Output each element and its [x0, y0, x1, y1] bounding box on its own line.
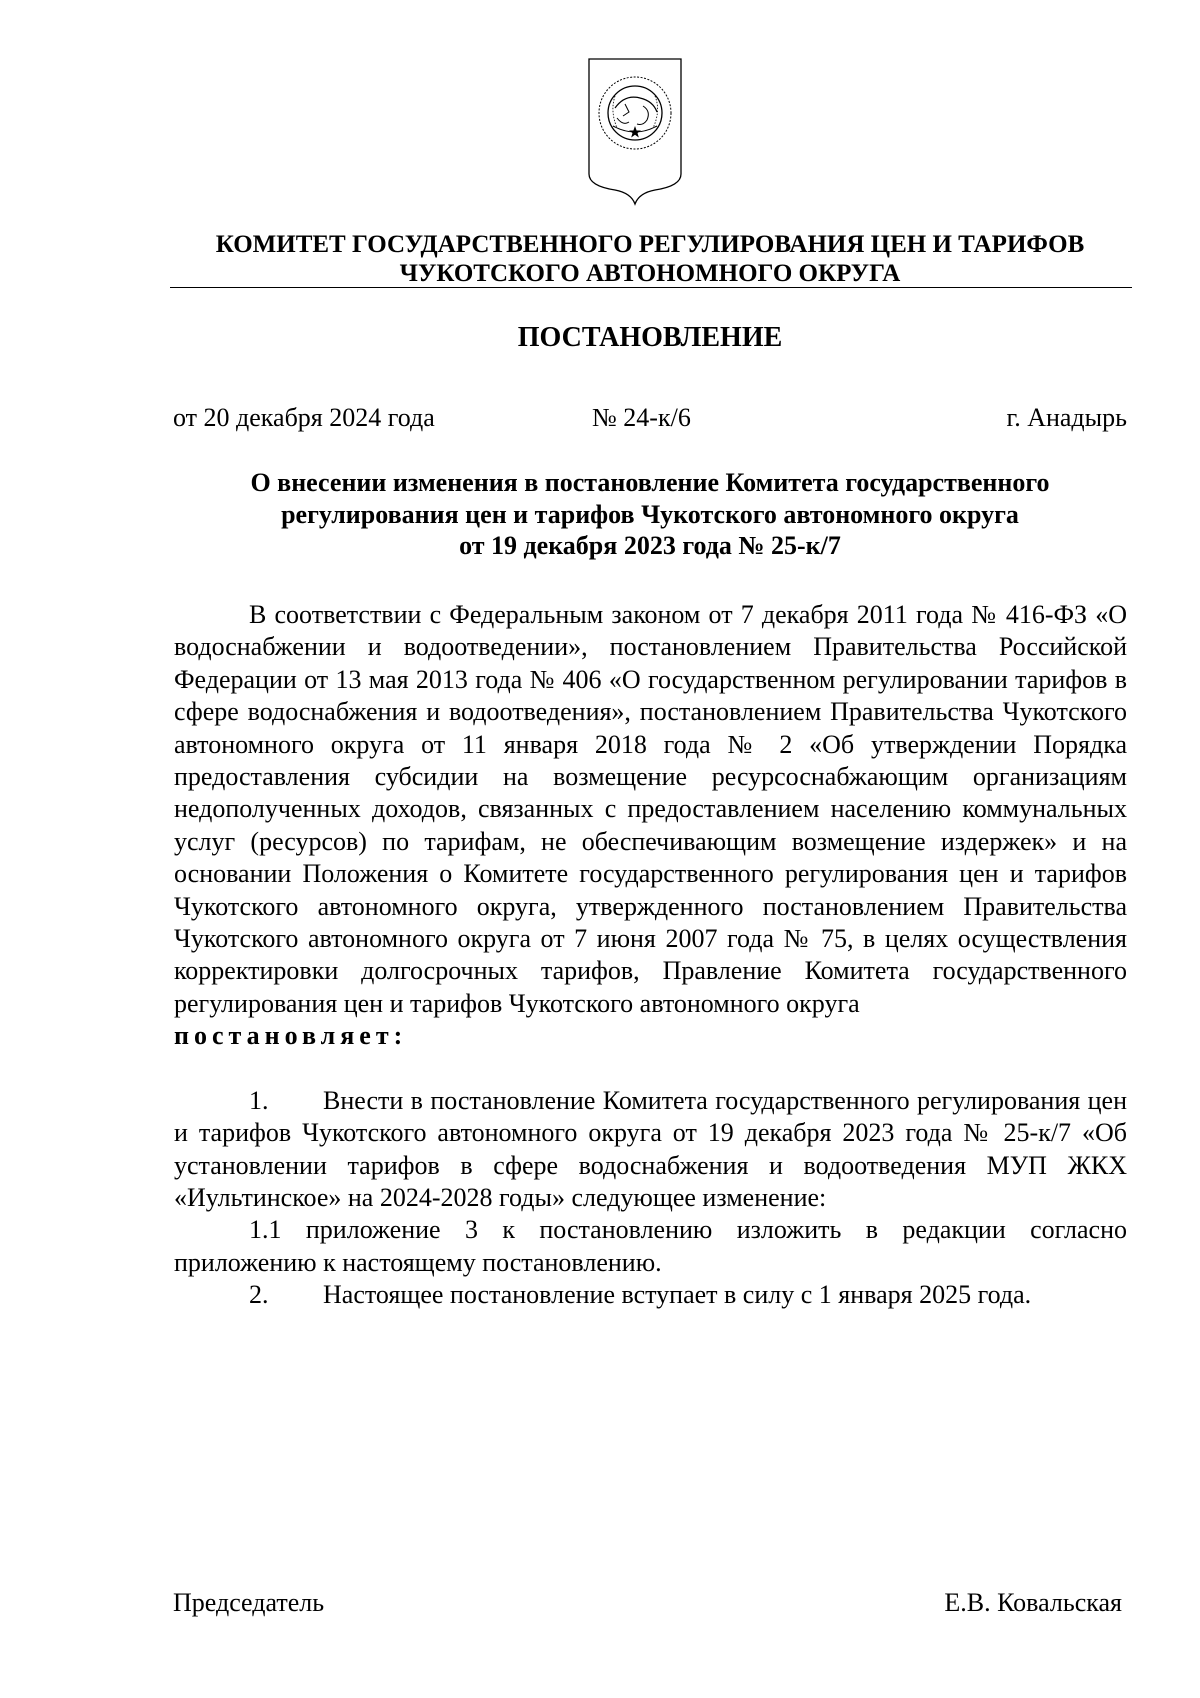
signatory-position: Председатель: [173, 1588, 325, 1617]
document-number: № 24-к/6: [592, 403, 691, 432]
document-body: [174, 599, 1127, 1312]
organization-name-line2: ЧУКОТСКОГО АВТОНОМНОГО ОКРУГА: [399, 260, 901, 287]
subject-line2: регулирования цен и тарифов Чукотского автономного округа: [281, 499, 1019, 529]
item-1-text: Внести в постановление Комитета государственного регулирования цен и тарифов Чукотского автономного округа от 19 декабря 2023 года № 25-к/7 «Об установлении тарифов в сфере водоснабжения и водоотведения МУП ЖКХ «Иультинское» на 2024-2028 годы» следующее изменение:: [174, 1085, 1127, 1212]
signatory-name: Е.В. Ковальская: [944, 1588, 1122, 1617]
item-1-paragraph: [174, 1085, 1127, 1215]
item-2-number: 2.: [249, 1280, 269, 1310]
document-type: ПОСТАНОВЛЕНИЕ: [517, 322, 783, 353]
document-subject: [170, 467, 1130, 562]
item-2-paragraph: [174, 1279, 1127, 1311]
item-2-text: Настоящее постановление вступает в силу с 1 января 2025 года.: [323, 1280, 1032, 1310]
item-1-1-paragraph: 1.1 приложение 3 к постановлению изложить в редакции согласно приложению к настоящему постановлению.: [174, 1215, 1127, 1277]
preamble-paragraph: В соответствии с Федеральным законом от 7 декабря 2011 года № 416-ФЗ «О водоснабжении и водоотведении», постановлением Правительства Российской Федерации от 13 мая 2013 года № 406 «О государственном регулировании тарифов в сфере водоснабжения и водоотведения», постановлением Правительства Чукотского автономного округа от 11 января 2018 года № 2 «Об утверждении Порядка предоставления субсидии на возмещение ресурсоснабжающим организациям недополученных доходов, связанных с предоставлением населению коммунальных услуг (ресурсов) по тарифам, не обеспечивающим возмещение издержек» и на основании Положения о Комитете государственного регулирования цен и тарифов Чукотского автономного округа, утвержденного постановлением Правительства Чукотского автономного округа от 7 июня 2007 года № 75, в целях осуществления корректировки долгосрочных тарифов, Правление Комитета государственного регулирования цен и тарифов Чукотского автономного округа: [174, 600, 1127, 1018]
item-1-number: 1.: [249, 1085, 269, 1115]
coat-of-arms-icon: [585, 56, 685, 206]
document-date: от 20 декабря 2024 года: [173, 403, 435, 432]
document-city: г. Анадырь: [1006, 403, 1127, 432]
subject-line1: О внесении изменения в постановление Комитета государственного: [250, 468, 1050, 497]
subject-line3: от 19 декабря 2023 года № 25-к/7: [459, 531, 841, 560]
organization-name: [170, 230, 1130, 288]
header-divider: [170, 287, 1132, 288]
resolve-word: постановляет:: [174, 1021, 408, 1051]
organization-name-line1: КОМИТЕТ ГОСУДАРСТВЕННОГО РЕГУЛИРОВАНИЯ ЦЕН И ТАРИФОВ: [215, 231, 1085, 258]
